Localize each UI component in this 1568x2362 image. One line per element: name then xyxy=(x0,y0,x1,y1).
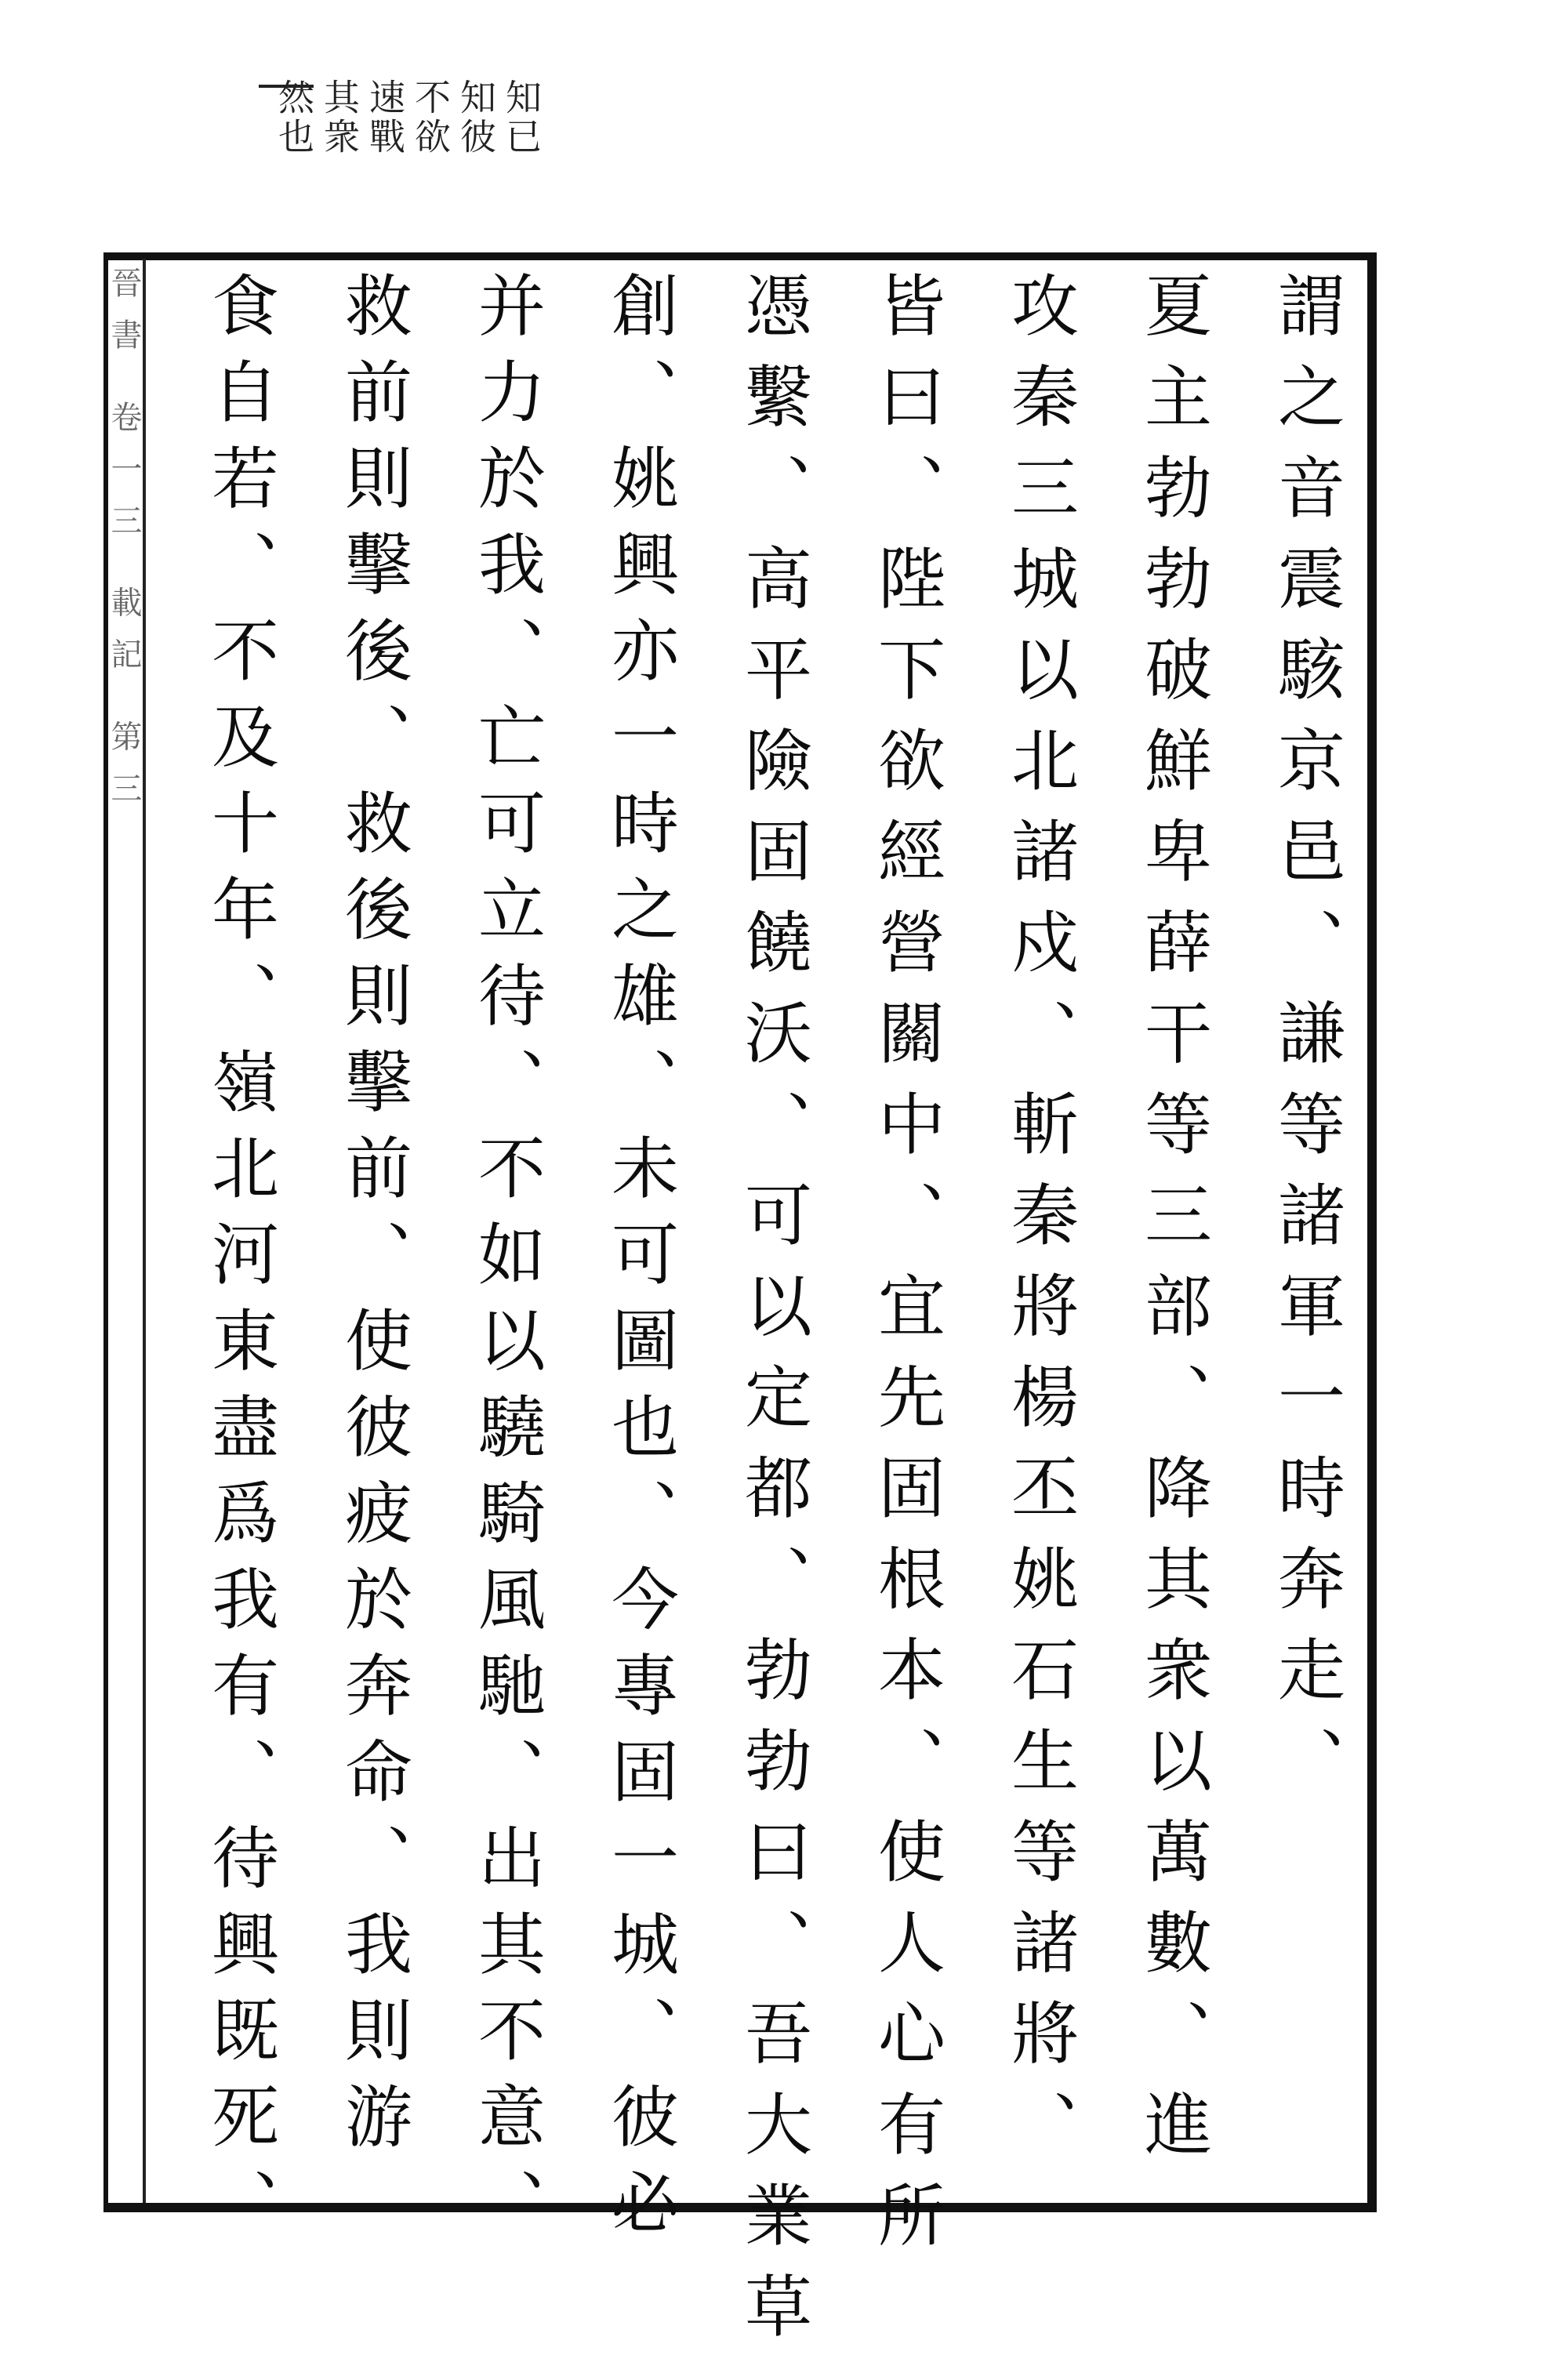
text-column: 皆曰、陛下欲經營關中、宜先固根本、使人心有所 xyxy=(866,270,945,2271)
margin-annotation xyxy=(274,78,541,235)
text-column: 救前則擊後、救後則擊前、使彼疲於奔命、我則游 xyxy=(333,270,412,2168)
annotation-column: 速戰 xyxy=(364,78,406,157)
side-margin-rule xyxy=(143,259,146,2203)
text-column: 憑繫、高平險固饒沃、可以定都、勃勃曰、吾大業草 xyxy=(733,270,811,2362)
text-column: 并力於我、亡可立待、不如以驍騎風馳、出其不意、 xyxy=(466,270,545,2254)
text-column: 謂之音震駭京邑、謙等諸軍一時奔走、 xyxy=(1266,270,1345,1816)
side-margin-title: 晉書 卷一三 載記 第三 xyxy=(106,267,142,824)
annotation-column: 知已 xyxy=(500,78,543,157)
side-margin xyxy=(106,267,142,2195)
annotation-column: 不欲 xyxy=(409,78,452,157)
annotation-column: 然也 xyxy=(273,78,315,157)
text-column: 攻秦三城以北諸戍、斬秦將楊丕姚石生等諸將、 xyxy=(1000,270,1078,2180)
text-column: 食自若、不及十年、嶺北河東盡爲我有、待興既死、 xyxy=(200,270,278,2254)
text-column: 創、姚興亦一時之雄、未可圖也、今專固一城、彼必 xyxy=(600,270,678,2254)
annotation-column: 其衆 xyxy=(318,78,361,157)
text-column: 夏主勃勃破鮮卑薛干等三部、降其衆以萬數、進 xyxy=(1133,270,1211,2180)
annotation-column: 知彼 xyxy=(455,78,497,157)
main-text xyxy=(157,270,1364,2362)
